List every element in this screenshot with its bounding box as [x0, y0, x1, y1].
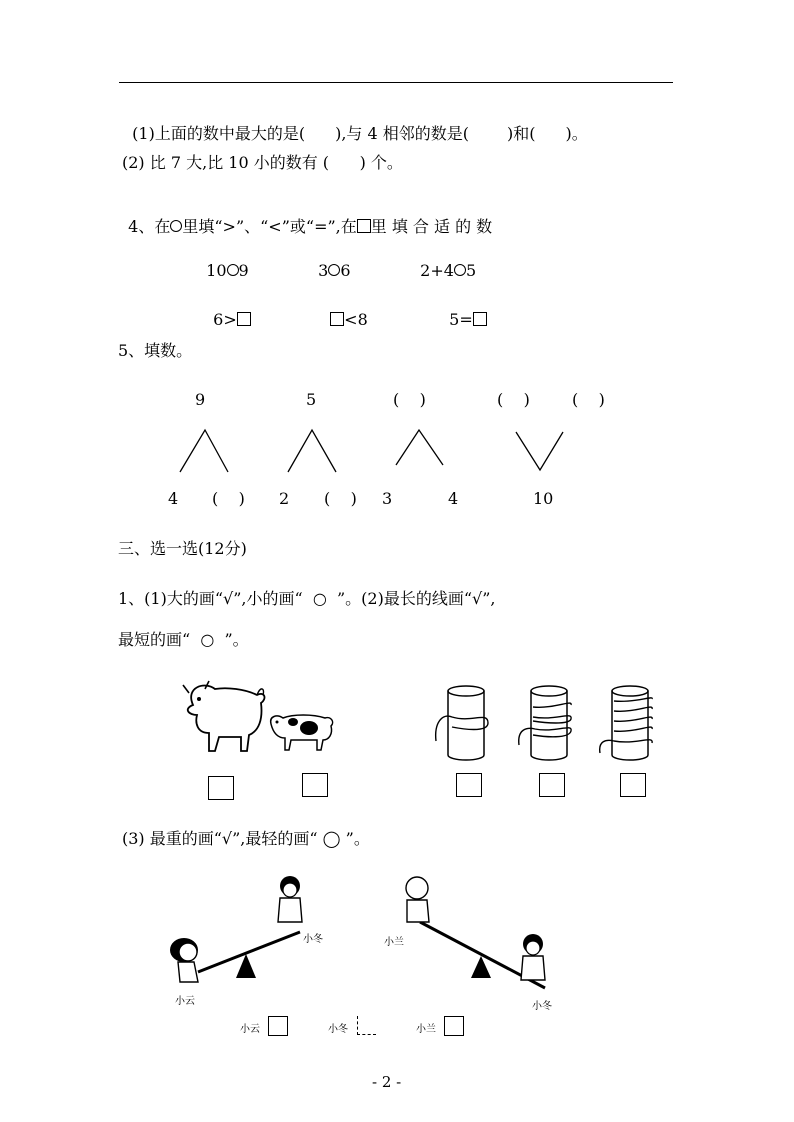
q4-item-4 [203, 290, 251, 330]
answer-box[interactable] [473, 312, 487, 326]
branch-lines [396, 430, 443, 465]
q4-right: 5 [465, 261, 477, 280]
q4-left: 2+4 [420, 261, 454, 280]
q4-item-1 [196, 241, 249, 281]
header-rule [119, 82, 673, 83]
q5-top-1: 9 [195, 390, 206, 409]
answer-box-cow[interactable] [208, 776, 234, 800]
answer-box-coil-2[interactable] [539, 773, 565, 797]
q5-top-4: ( ) [497, 390, 530, 409]
answer-label-1: 小云 [240, 1024, 260, 1035]
seesaw-left-light-label: 小冬 [303, 934, 323, 945]
section3-q1-line2: 最短的画“ ○ ”。 [118, 630, 249, 649]
q3-part1-d: )。 [565, 124, 588, 143]
q5-top-2: 5 [306, 390, 317, 409]
section3-title: 三、选一选(12分) [118, 539, 247, 558]
answer-label-3: 小兰 [416, 1024, 436, 1035]
q4-right: 9 [238, 261, 249, 280]
q4-left: 3 [318, 261, 329, 280]
q5-top-3: ( ) [393, 390, 426, 409]
q4-right: 6 [340, 261, 351, 280]
q4-title-a: 4、在 [128, 217, 171, 236]
branch-lines [516, 432, 563, 470]
q5-bottom-3: 2 [279, 489, 290, 508]
q3-part1-b: ),与 4 相邻的数是( [335, 124, 470, 143]
q5-bottom-5: 3 [382, 489, 393, 508]
q3-part1-a: (1)上面的数中最大的是( [132, 124, 306, 143]
q4-expr: 5= [449, 310, 473, 329]
circle-icon [170, 220, 182, 232]
q4-item-2 [308, 241, 351, 281]
branch-lines [180, 430, 228, 472]
cow-illustration [175, 675, 267, 755]
answer-box-calf[interactable] [302, 773, 328, 797]
q5-branches [170, 420, 590, 480]
answer-box-coil-3[interactable] [620, 773, 646, 797]
q4-title-b: 里填“>”、“<”或“=”,在 [182, 217, 357, 236]
q4-item-5 [320, 290, 368, 330]
q4-expr: 6> [213, 310, 237, 329]
answer-box[interactable] [237, 312, 251, 326]
q5-bottom-2: ( ) [212, 489, 245, 508]
answer-circle[interactable] [227, 264, 239, 276]
q3-part2: (2) 比 7 大,比 10 小的数有 ( ) 个。 [122, 153, 403, 172]
coil-3-illustration [596, 683, 664, 763]
girl-figure [170, 938, 198, 982]
answer-circle[interactable] [328, 264, 340, 276]
q4-item-3 [410, 241, 476, 281]
q5-bottom-7: 10 [533, 489, 554, 508]
answer-circle[interactable] [454, 264, 466, 276]
answer-box-xiaoyun[interactable] [268, 1016, 288, 1036]
q5-title: 5、填数。 [118, 341, 193, 360]
page-number: - 2 - [372, 1073, 402, 1091]
seesaw-right-heavy-label: 小冬 [532, 1001, 552, 1012]
q4-title-c: 里 填 合 适 的 数 [370, 217, 493, 236]
answer-label-2: 小冬 [328, 1024, 348, 1035]
section3-q1-line1: 1、(1)大的画“√”,小的画“ ○ ”。(2)最长的线画“√”, [118, 589, 496, 608]
boy-figure [278, 876, 302, 922]
coil-1-illustration [432, 683, 500, 763]
q4-left: 10 [206, 261, 227, 280]
square-icon [357, 219, 371, 233]
seesaw-left-heavy-label: 小云 [175, 996, 195, 1007]
section3-q3-line: (3) 最重的画“√”,最轻的画“ ◯ ”。 [122, 829, 370, 848]
q5-bottom-6: 4 [448, 489, 459, 508]
q4-expr: <8 [344, 310, 368, 329]
q5-bottom-1: 4 [168, 489, 179, 508]
boy-figure [521, 934, 545, 980]
calf-illustration [265, 706, 337, 752]
coil-2-illustration [515, 683, 583, 763]
girl-figure [406, 877, 429, 922]
q4-title [118, 197, 492, 237]
q4-item-6 [439, 290, 487, 330]
answer-box-xiaodong[interactable] [357, 1016, 376, 1035]
q5-top-5: ( ) [572, 390, 605, 409]
branch-lines [288, 430, 336, 472]
seesaw-right-light-label: 小兰 [384, 937, 404, 948]
answer-box[interactable] [330, 312, 344, 326]
q5-bottom-4: ( ) [324, 489, 357, 508]
answer-box-xiaolan[interactable] [444, 1016, 464, 1036]
q3-part1-c: )和( [507, 124, 536, 143]
answer-box-coil-1[interactable] [456, 773, 482, 797]
seesaw-right [385, 870, 575, 1000]
q3-part1 [122, 104, 588, 144]
